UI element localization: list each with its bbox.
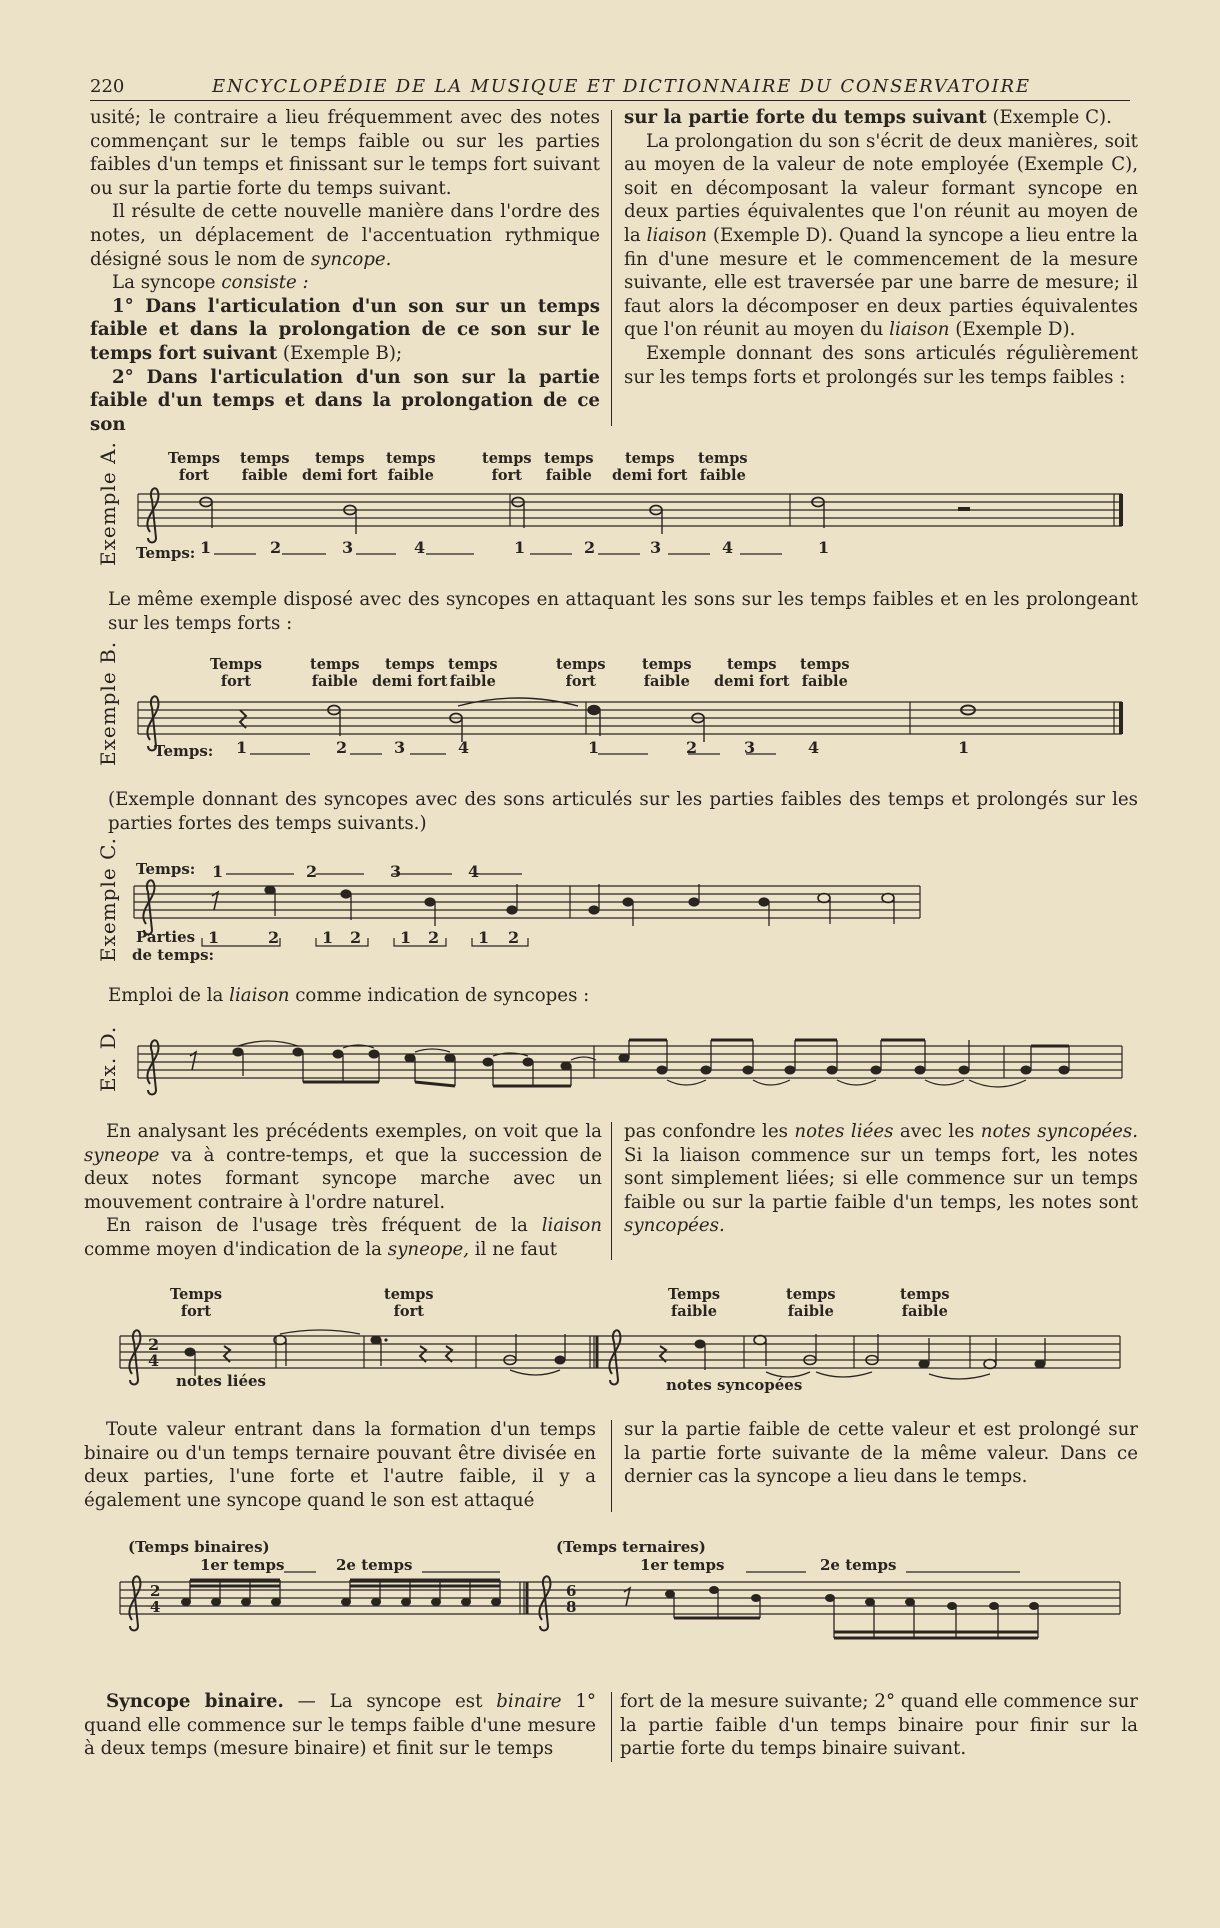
count-number: 2 <box>584 538 596 557</box>
label-line: temps <box>386 450 436 467</box>
count-number: 1 <box>588 738 600 757</box>
label-line: faible <box>449 673 496 690</box>
label-line: faible <box>801 673 848 690</box>
example-b-staff <box>138 696 1138 756</box>
text-run: (Exemple D). Quand la syncope a lieu entre la fin d'une mesure et le commencement de la mesure suivante, elle est traversée par une barre de mesure; il faut alors la décomposer en deux parties équivalentes que l'on réunit au moyen du <box>624 224 1138 341</box>
ternaires-label: (Temps ternaires) <box>556 1538 706 1556</box>
label-line: faible <box>241 467 288 484</box>
column-divider <box>611 1122 612 1260</box>
time-sig-top: 2 <box>148 1335 160 1354</box>
label-line: faible <box>545 467 592 484</box>
count-number: 1 <box>818 538 830 557</box>
italic-run: liaison <box>646 224 707 246</box>
italic-run: syneope <box>84 1144 160 1166</box>
beat-label <box>386 450 436 484</box>
binary-first-beat-label: 1er temps <box>200 1556 285 1574</box>
count-number: 3 <box>394 738 406 757</box>
column-divider <box>611 1420 612 1512</box>
text-run: La syncope <box>112 272 222 294</box>
label-line: temps <box>482 450 532 467</box>
bold-run: sur la partie forte du temps suivant <box>624 107 987 128</box>
quarter-note <box>507 906 517 914</box>
eighth-rest <box>624 1588 630 1606</box>
syncope-binaire-right-p: fort de la mesure suivante; 2° quand elle commence sur la partie faible d'un temps binaire pour finir sur la partie forte du temps binaire suivant. <box>620 1691 1138 1760</box>
intro-left-p2 <box>90 200 600 271</box>
label-line: fort <box>393 1303 424 1320</box>
partie-number: 1 <box>208 928 220 947</box>
label-line: temps <box>624 450 675 467</box>
time-sig-bottom: 8 <box>566 1598 577 1616</box>
italic-run: syncopées. <box>624 1215 725 1237</box>
temps-label: Temps: <box>136 544 196 562</box>
label-line: temps <box>698 450 748 467</box>
count-number: 3 <box>650 538 662 557</box>
eighth-note <box>265 886 275 894</box>
intro-left-p4 <box>90 295 600 366</box>
treble-clef-icon <box>609 1330 620 1384</box>
tie-arc <box>510 1370 560 1375</box>
label-line: faible <box>387 467 434 484</box>
italic-run: syncope. <box>310 248 392 270</box>
beat-label <box>170 1286 222 1320</box>
example-b-label: Exemple B. <box>96 640 120 766</box>
label-line: temps <box>240 450 290 467</box>
intro-right-p3: Exemple donnant des sons articulés régulièrement sur les temps forts et prolongés sur les temps faibles : <box>624 342 1138 388</box>
label-line: fort <box>220 673 252 690</box>
count-dashes <box>212 864 532 874</box>
count-number: 1 <box>200 538 212 557</box>
tie-arc <box>280 1330 360 1334</box>
treble-clef-icon <box>143 880 154 934</box>
text-run: (Exemple B); <box>277 342 403 364</box>
label-line: temps <box>448 656 498 673</box>
beat-label <box>372 656 448 690</box>
text-run: En analysant les précédents exemples, on voit que la <box>106 1121 602 1142</box>
treble-clef-icon <box>539 1576 550 1630</box>
example-c-staff <box>134 880 1134 940</box>
label-line: temps <box>310 656 360 673</box>
beat-label <box>302 450 378 484</box>
label-line: temps <box>786 1286 836 1303</box>
count-number: 4 <box>468 862 480 881</box>
label-line: faible <box>643 673 690 690</box>
quarter-rest <box>240 710 246 728</box>
label-line: temps <box>544 450 594 467</box>
count-number: 4 <box>722 538 734 557</box>
label-line: Temps <box>168 450 220 467</box>
partie-number: 1 <box>322 928 334 947</box>
beat-label <box>482 450 532 484</box>
valeur-left-column <box>84 1418 596 1512</box>
temps-label: Temps: <box>154 742 214 760</box>
label-line: Temps <box>668 1286 720 1303</box>
label-line: temps <box>384 656 435 673</box>
text-run: 1° quand elle commence sur le temps faible d'une mesure à deux temps (mesure binaire) et finit sur le temps <box>84 1691 597 1760</box>
example-d-staff <box>138 1040 1138 1100</box>
ternary-first-beat-label: 1er temps <box>640 1556 725 1574</box>
label-line: faible <box>311 673 358 690</box>
text-run: pas confondre les <box>624 1121 795 1142</box>
label-line: fort <box>565 673 596 690</box>
quarter-note <box>1035 1360 1045 1368</box>
label-line: temps <box>384 1286 434 1303</box>
text-run: Emploi de la <box>108 985 230 1006</box>
partie-number: 2 <box>508 928 520 947</box>
ternary-second-beat-label: 2e temps <box>820 1556 897 1574</box>
half-rest <box>958 507 970 511</box>
text-run: (Exemple C). <box>986 107 1112 128</box>
count-dashes <box>200 548 920 558</box>
partie-number: 2 <box>350 928 362 947</box>
italic-run: liaison <box>229 985 290 1006</box>
count-number: 4 <box>808 738 820 757</box>
analysis-left-p1 <box>84 1120 602 1214</box>
example-c-label: Exemple C. <box>96 836 120 962</box>
intro-left-p5: 2° Dans l'articulation d'un son sur la partie faible d'un temps et dans la prolongation de ce son <box>90 366 600 435</box>
beat-label <box>310 656 360 690</box>
time-sig-top: 6 <box>566 1582 577 1600</box>
label-line: faible <box>787 1303 834 1320</box>
beat-label <box>612 450 688 484</box>
count-number: 3 <box>342 538 354 557</box>
half-note <box>818 894 830 903</box>
analysis-right-p1 <box>624 1120 1138 1238</box>
text-run: comme indication de syncopes : <box>289 985 590 1006</box>
label-line: fort <box>178 467 210 484</box>
treble-clef-icon <box>129 1330 140 1384</box>
partie-number: 1 <box>400 928 412 947</box>
running-title: ENCYCLOPÉDIE DE LA MUSIQUE ET DICTIONNAIRE DU CONSERVATOIRE <box>212 76 1031 97</box>
syncope-binaire-left <box>84 1690 596 1761</box>
column-divider <box>611 1692 612 1762</box>
eighth-rest <box>190 1052 196 1070</box>
quarter-note <box>588 706 600 715</box>
label-line: demi fort <box>612 467 688 484</box>
count-number: 3 <box>744 738 756 757</box>
quarter-note <box>555 1356 565 1364</box>
text-run: En raison de l'usage très fréquent de la <box>106 1215 542 1237</box>
de-temps-label: de temps: <box>132 946 215 964</box>
syncope-binaire-right <box>620 1690 1138 1761</box>
label-line: fort <box>180 1303 212 1320</box>
liees-staff <box>120 1330 1130 1390</box>
count-number: 1 <box>212 862 224 881</box>
italic-run: binaire <box>496 1691 562 1712</box>
analysis-left-p2 <box>84 1214 602 1261</box>
between-b-c-text: (Exemple donnant des syncopes avec des sons articulés sur les parties faibles des temps et prolongés sur les parties fortes des temps suivants.) <box>108 789 1138 834</box>
time-sig-top: 2 <box>150 1582 161 1600</box>
text-run: Si la liaison commence sur un temps fort, les notes sont simplement liées; si elle commence sur un temps faible ou sur la partie faible d'un temps, les notes sont <box>624 1144 1138 1213</box>
intro-left-column <box>90 106 600 436</box>
between-a-b-text: Le même exemple disposé avec des syncopes en attaquant les sons sur les temps faibles et en les prolongeant sur les temps forts : <box>108 589 1138 634</box>
section-heading: Syncope binaire. <box>106 1691 284 1712</box>
italic-run: notes syncopées. <box>980 1121 1139 1142</box>
running-header <box>90 74 1130 101</box>
bold-run: 1° Dans l'articulation d'un son sur un temps faible et dans la prolongation de ce son sur le temps fort suivant <box>90 295 600 364</box>
quarter-note <box>759 898 769 906</box>
caption-notes-syncopees: notes syncopées <box>666 1376 803 1394</box>
count-number: 3 <box>390 862 402 881</box>
quarter-note <box>919 1360 929 1368</box>
valeur-left-p: Toute valeur entrant dans la formation d'un temps binaire ou d'un temps ternaire pouvant être divisée en deux parties, l'une forte et l'autre faible, il y a également une syncope quand le son est attaqué <box>84 1419 596 1511</box>
quarter-note <box>689 898 699 906</box>
italic-run: liaison <box>889 319 950 341</box>
label-line: demi fort <box>714 673 790 690</box>
analysis-right-column <box>624 1120 1138 1238</box>
time-sig-bottom: 4 <box>148 1351 160 1370</box>
label-line: fort <box>491 467 522 484</box>
binaires-label: (Temps binaires) <box>128 1538 270 1556</box>
valeur-right-column <box>624 1418 1138 1489</box>
half-note <box>882 894 894 903</box>
label-line: temps <box>314 450 365 467</box>
analysis-left-column <box>84 1120 602 1262</box>
beat-label <box>240 450 290 484</box>
between-c-d-text <box>108 984 1138 1008</box>
count-number: 2 <box>686 738 698 757</box>
text-run: (Exemple D). <box>949 319 1076 341</box>
label-line: temps <box>726 656 777 673</box>
intro-right-column <box>624 106 1138 389</box>
beat-label <box>900 1286 950 1320</box>
caption-notes-liees: notes liées <box>176 1372 266 1390</box>
count-number: 1 <box>958 738 970 757</box>
eighth-rest <box>212 892 218 910</box>
quarter-note <box>425 898 435 906</box>
beat-label <box>800 656 850 690</box>
parties-label: Parties <box>136 928 196 946</box>
label-line: Temps <box>210 656 262 673</box>
label-line: Temps <box>170 1286 222 1303</box>
tie-arc <box>238 1041 298 1046</box>
count-number: 4 <box>414 538 426 557</box>
binary-second-beat-label: 2e temps <box>336 1556 413 1574</box>
temps-label: Temps: <box>136 860 196 878</box>
valeur-right-p: sur la partie faible de cette valeur et est prolongé sur la partie forte suivante de la même valeur. Dans ce dernier cas la syncope a lieu dans le temps. <box>624 1419 1138 1488</box>
text-run: il ne faut <box>469 1238 558 1260</box>
text-run: — La syncope est <box>283 1691 497 1712</box>
partie-number: 2 <box>268 928 280 947</box>
italic-run: syneope, <box>387 1238 469 1260</box>
sixteenth-group <box>182 1599 501 1606</box>
beat-label <box>714 656 790 690</box>
beat-label <box>544 450 594 484</box>
intro-right-p1 <box>624 106 1138 130</box>
example-d-label: Ex. D. <box>96 1025 120 1092</box>
example-a-label: Exemple A. <box>96 441 120 566</box>
label-line: temps <box>800 656 850 673</box>
label-line: faible <box>901 1303 948 1320</box>
text-run: La prolongation du son s'écrit de deux manières, soit au moyen de la valeur de note employée (Exemple C), soit en décomposant la valeur formant syncope en deux parties équivalentes que l'on réunit au moyen de la <box>624 130 1138 246</box>
count-number: 2 <box>336 738 348 757</box>
intro-left-p1: usité; le contraire a lieu fréquemment avec des notes commençant sur le temps faible ou sur les parties faibles d'un temps et finissant sur le temps fort suivant ou sur la partie forte du temps suivant. <box>90 107 600 199</box>
count-number: 2 <box>270 538 282 557</box>
beat-label <box>448 656 498 690</box>
intro-left-p3 <box>90 271 600 295</box>
binaires-staff <box>120 1576 1130 1656</box>
label-line: faible <box>670 1303 717 1320</box>
label-line: faible <box>699 467 746 484</box>
half-note <box>984 1360 996 1369</box>
quarter-note <box>185 1348 195 1356</box>
beat-label <box>556 656 606 690</box>
eighth-note <box>589 906 599 914</box>
treble-clef-icon <box>147 1040 158 1094</box>
quarter-note <box>695 1340 705 1348</box>
count-number: 4 <box>458 738 470 757</box>
beat-label <box>210 656 262 690</box>
text-run: avec les <box>893 1121 981 1142</box>
italic-run: consiste : <box>221 272 309 294</box>
beat-label <box>698 450 748 484</box>
example-a-staff <box>138 488 1138 548</box>
partie-number: 1 <box>478 928 490 947</box>
time-sig-bottom: 4 <box>150 1598 161 1616</box>
beamed-notes <box>293 1048 571 1070</box>
quarter-note <box>623 898 633 906</box>
label-line: demi fort <box>372 673 448 690</box>
beat-label <box>642 656 692 690</box>
italic-run: notes liées <box>794 1121 894 1142</box>
count-number: 2 <box>306 862 318 881</box>
intro-right-p2 <box>624 130 1138 342</box>
half-note <box>754 1336 766 1345</box>
syncope-binaire-left-p <box>84 1690 596 1761</box>
eighth-note <box>233 1048 243 1056</box>
text-run: comme moyen d'indication de la <box>84 1238 388 1260</box>
beat-label <box>384 1286 434 1320</box>
column-divider <box>611 110 612 426</box>
beat-label <box>668 1286 720 1320</box>
count-number: 1 <box>514 538 526 557</box>
label-line: demi fort <box>302 467 378 484</box>
label-line: temps <box>556 656 606 673</box>
quarter-note <box>341 890 351 898</box>
treble-clef-icon <box>147 488 158 542</box>
label-line: temps <box>900 1286 950 1303</box>
page-number: 220 <box>90 76 125 97</box>
label-line: temps <box>642 656 692 673</box>
text-run: Il résulte de cette nouvelle manière dans l'ordre des notes, un déplacement de l'accentuation rythmique désigné sous le nom de <box>90 201 600 270</box>
treble-clef-icon <box>129 1576 140 1630</box>
count-number: 1 <box>236 738 248 757</box>
beat-label <box>168 450 220 484</box>
italic-run: liaison <box>541 1215 602 1237</box>
beamed-notes-2 <box>619 1054 1069 1074</box>
beat-label <box>786 1286 836 1320</box>
partie-number: 2 <box>428 928 440 947</box>
quarter-note <box>371 1336 381 1344</box>
text-run: va à contre-temps, et que la succession de deux notes formant syncope marche avec un mouvement contraire à l'ordre naturel. <box>84 1144 602 1213</box>
